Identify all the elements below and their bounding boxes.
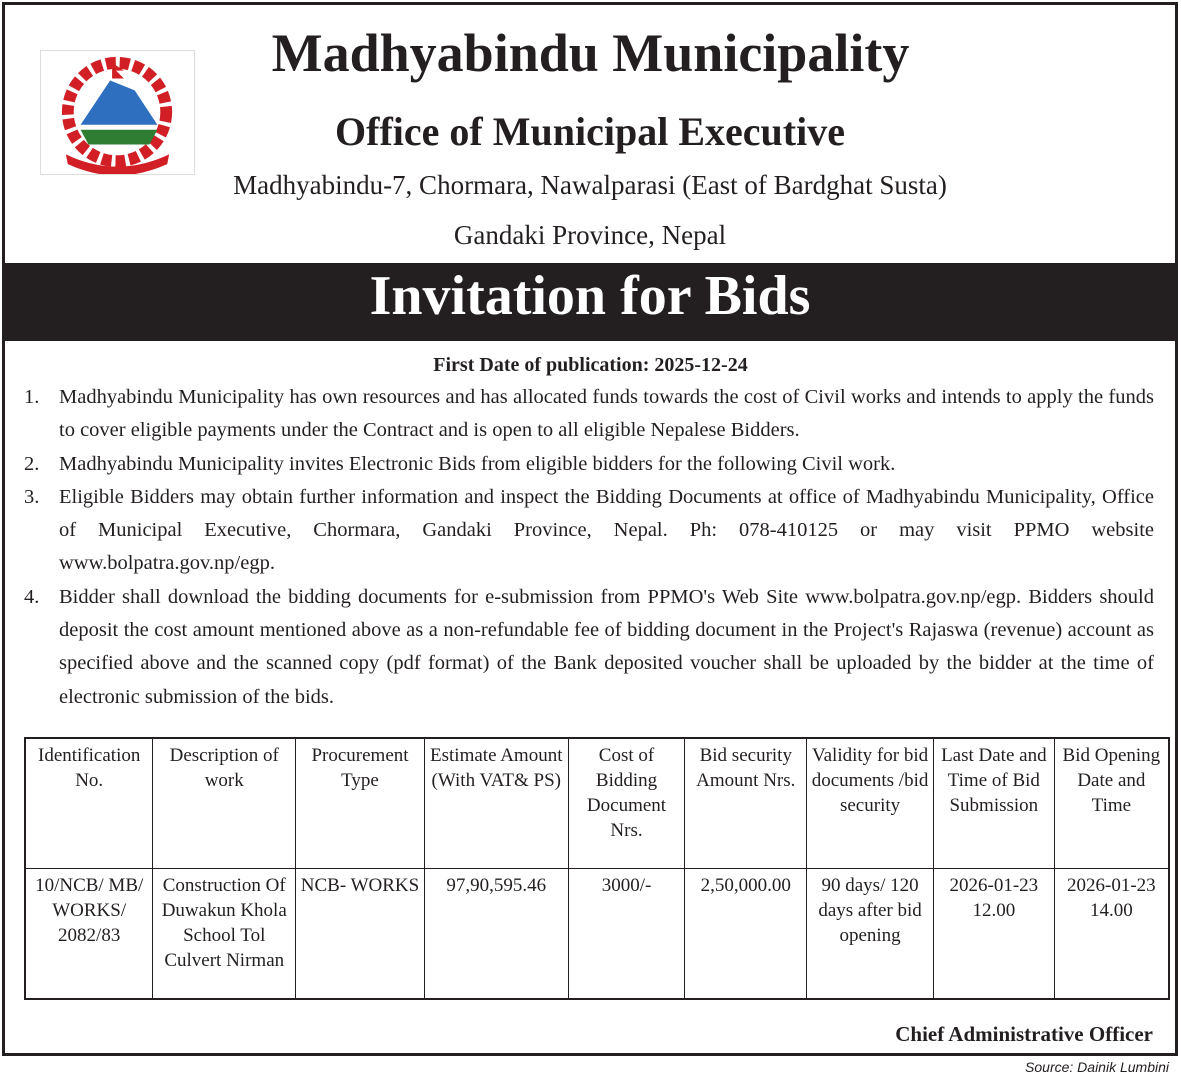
clause-text: Madhyabindu Municipality invites Electronic Bids from eligible bidders for the following Civil work. bbox=[59, 452, 896, 475]
cell: 10/NCB/ MB/ WORKS/ 2082/83 bbox=[25, 868, 153, 999]
header-cell: Description of work bbox=[153, 738, 296, 868]
table-header-row bbox=[25, 738, 1169, 868]
header-cell: Last Date and Time of Bid Submission bbox=[933, 738, 1054, 868]
cell: 2,50,000.00 bbox=[685, 868, 807, 999]
cell: 90 days/ 120 days after bid opening bbox=[807, 868, 934, 999]
clause-text: Madhyabindu Municipality has own resources and has allocated funds towards the cost of Civil works and intends to apply the funds to cover eligible payments under the Contract and is open to all eligible Nepalese Bidders. bbox=[59, 386, 1154, 442]
municipality-title: Madhyabindu Municipality bbox=[271, 23, 910, 83]
clause-text: Eligible Bidders may obtain further information and inspect the Bidding Documents at office of Madhyabindu Municipality, Office of Municipal Executive, Chormara, Gandaki Province, Nepal. Ph: 078-410125 or may visit PPMO website www.bolpatra.gov.np/egp. bbox=[59, 485, 1154, 575]
clause-number: 3. bbox=[24, 485, 40, 508]
header-cell: Identification No. bbox=[25, 738, 153, 868]
cell: 3000/- bbox=[568, 868, 685, 999]
header-cell: Validity for bid documents /bid security bbox=[807, 738, 934, 868]
header-cell: Bid Opening Date and Time bbox=[1054, 738, 1169, 868]
header-cell: Estimate Amount (With VAT& PS) bbox=[424, 738, 568, 868]
clause-number: 1. bbox=[24, 386, 40, 408]
table-row bbox=[25, 868, 1169, 999]
clauses-list bbox=[24, 381, 1154, 714]
signature: Chief Administrative Officer bbox=[895, 1022, 1153, 1046]
cell: 2026-01-23 14.00 bbox=[1054, 868, 1169, 999]
cell: 97,90,595.46 bbox=[424, 868, 568, 999]
address-line-1: Madhyabindu-7, Chormara, Nawalparasi (East of Bardghat Susta) bbox=[233, 170, 947, 200]
office-subtitle: Office of Municipal Executive bbox=[335, 109, 845, 154]
cell: Construction Of Duwakun Khola School Tol Culvert Nirman bbox=[153, 868, 296, 999]
clause-text: Bidder shall download the bidding documents for e-submission from PPMO's Web Site www.bolpatra.gov.np/egp. Bidders should deposit the cost amount mentioned above as a non-refundable fee of bidding document in the Project's Rajaswa (revenue) account as specified above and the scanned copy (pdf format) of the Bank deposited voucher shall be uploaded by the bidder at the time of electronic submission of the bids. bbox=[59, 585, 1154, 708]
clause-number: 4. bbox=[24, 585, 40, 608]
header-cell: Bid security Amount Nrs. bbox=[685, 738, 807, 868]
clause bbox=[24, 448, 1154, 481]
header-cell: Procurement Type bbox=[296, 738, 425, 868]
publication-date: First Date of publication: 2025-12-24 bbox=[433, 354, 748, 376]
cell: 2026-01-23 12.00 bbox=[933, 868, 1054, 999]
clause-number: 2. bbox=[24, 452, 40, 475]
address-line-2: Gandaki Province, Nepal bbox=[453, 220, 727, 250]
source-credit: Source: Dainik Lumbini bbox=[1025, 1059, 1169, 1075]
clause bbox=[24, 581, 1154, 714]
clause bbox=[24, 381, 1154, 448]
cell: NCB- WORKS bbox=[296, 868, 425, 999]
header-cell: Cost of Bidding Document Nrs. bbox=[568, 738, 685, 868]
bid-table bbox=[24, 737, 1170, 1000]
clause bbox=[24, 481, 1154, 581]
invitation-banner: Invitation for Bids bbox=[2, 263, 1178, 341]
